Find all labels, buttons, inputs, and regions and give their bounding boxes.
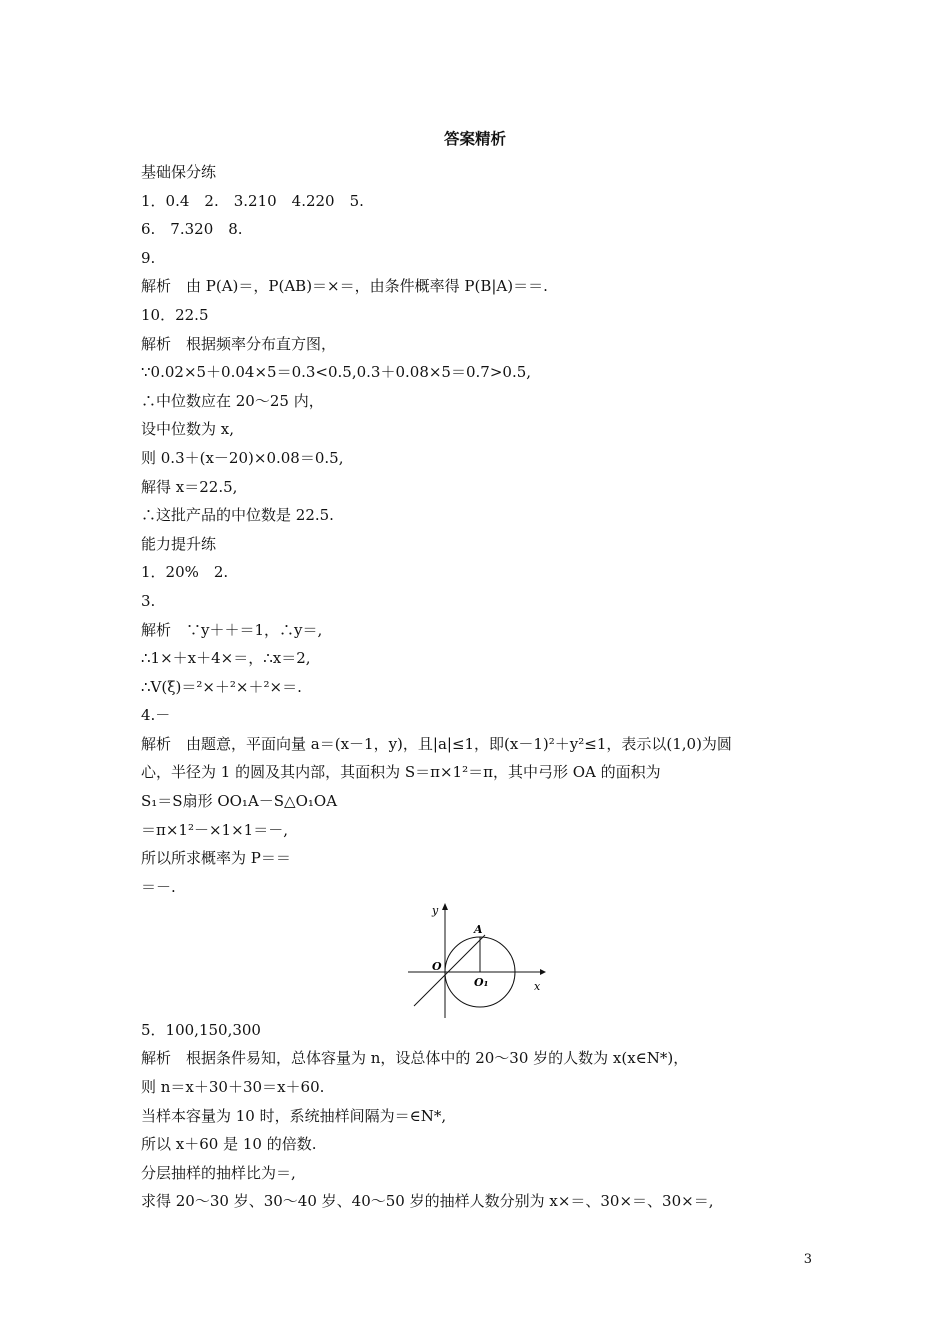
text-line: 能力提升练 [141, 534, 217, 553]
answer-text [141, 158, 821, 1216]
text-line: ∴这批产品的中位数是 22.5. [141, 506, 334, 525]
text-line: 9. [141, 248, 156, 267]
text-line: ∵0.02×5＋0.04×5＝0.3<0.5,0.3＋0.08×5＝0.7>0.5, [141, 363, 532, 382]
text-line: 则 0.3＋(x－20)×0.08＝0.5, [141, 448, 344, 467]
text-line: 6. 7.320 8. [141, 220, 243, 239]
text-line: 解析 由题意，平面向量 a＝(x－1，y)，且|a|≤1，即(x－1)²＋y²≤1，表示以(1,0)为圆 [141, 734, 732, 753]
x-axis-label: x [534, 980, 541, 993]
text-line: S₁＝S扇形 OO₁A－S△O₁OA [141, 792, 338, 811]
text-line: 解析 由 P(A)＝，P(AB)＝×＝，由条件概率得 P(B|A)＝＝. [141, 277, 548, 296]
text-line: 求得 20～30 岁、30～40 岁、40～50 岁的抽样人数分别为 x×＝、30×＝、30×＝, [141, 1192, 714, 1211]
text-line: 解析 根据频率分布直方图， [141, 334, 337, 353]
text-line: ＝－. [141, 877, 176, 896]
origin-label: O [432, 960, 442, 973]
text-line: 解析 ∵y＋＋＝1，∴y＝, [141, 620, 323, 639]
text-line: 所以 x＋60 是 10 的倍数. [141, 1135, 317, 1154]
text-line: ∴中位数应在 20～25 内， [141, 391, 324, 410]
text-line: 4.－ [141, 706, 171, 725]
text-line: ∴V(ξ)＝²×＋²×＋²×＝. [141, 677, 302, 696]
y-axis-label: y [432, 904, 439, 917]
circle-figure [400, 900, 550, 1020]
text-line: ＝π×1²－×1×1＝－, [141, 820, 288, 839]
page-number: 3 [803, 1252, 812, 1267]
text-line: 所以所求概率为 P＝＝ [141, 849, 291, 868]
text-line: 1．0.4 2. 3.210 4.220 5. [141, 191, 364, 210]
text-line: 基础保分练 [141, 163, 217, 181]
text-line: 3. [141, 591, 156, 610]
text-line: 5．100,150,300 [141, 1020, 261, 1039]
text-line: 心，半径为 1 的圆及其内部，其面积为 S＝π×1²＝π，其中弓形 OA 的面积为 [141, 763, 661, 782]
x-axis-arrow [540, 969, 546, 975]
text-line: 设中位数为 x, [141, 420, 234, 439]
line-y-equals-x [414, 935, 485, 1006]
text-line: 解得 x＝22.5, [141, 477, 238, 496]
text-line: 则 n＝x＋30＋30＝x＋60. [141, 1078, 325, 1096]
text-line: 当样本容量为 10 时，系统抽样间隔为＝∈N*, [141, 1106, 447, 1125]
text-line: 分层抽样的抽样比为＝, [141, 1163, 296, 1182]
y-axis-arrow [442, 903, 448, 910]
text-line: 解析 根据条件易知，总体容量为 n，设总体中的 20～30 岁的人数为 x(x∈N*)， [141, 1049, 689, 1068]
page-title: 答案精析 [443, 130, 506, 148]
text-line: 10．22.5 [141, 305, 209, 324]
text-line: ∴1×＋x＋4×＝，∴x＝2, [141, 649, 311, 668]
point-a-label: A [474, 923, 483, 936]
text-line: 1．20% 2. [141, 563, 229, 582]
center-label: O₁ [474, 976, 489, 989]
